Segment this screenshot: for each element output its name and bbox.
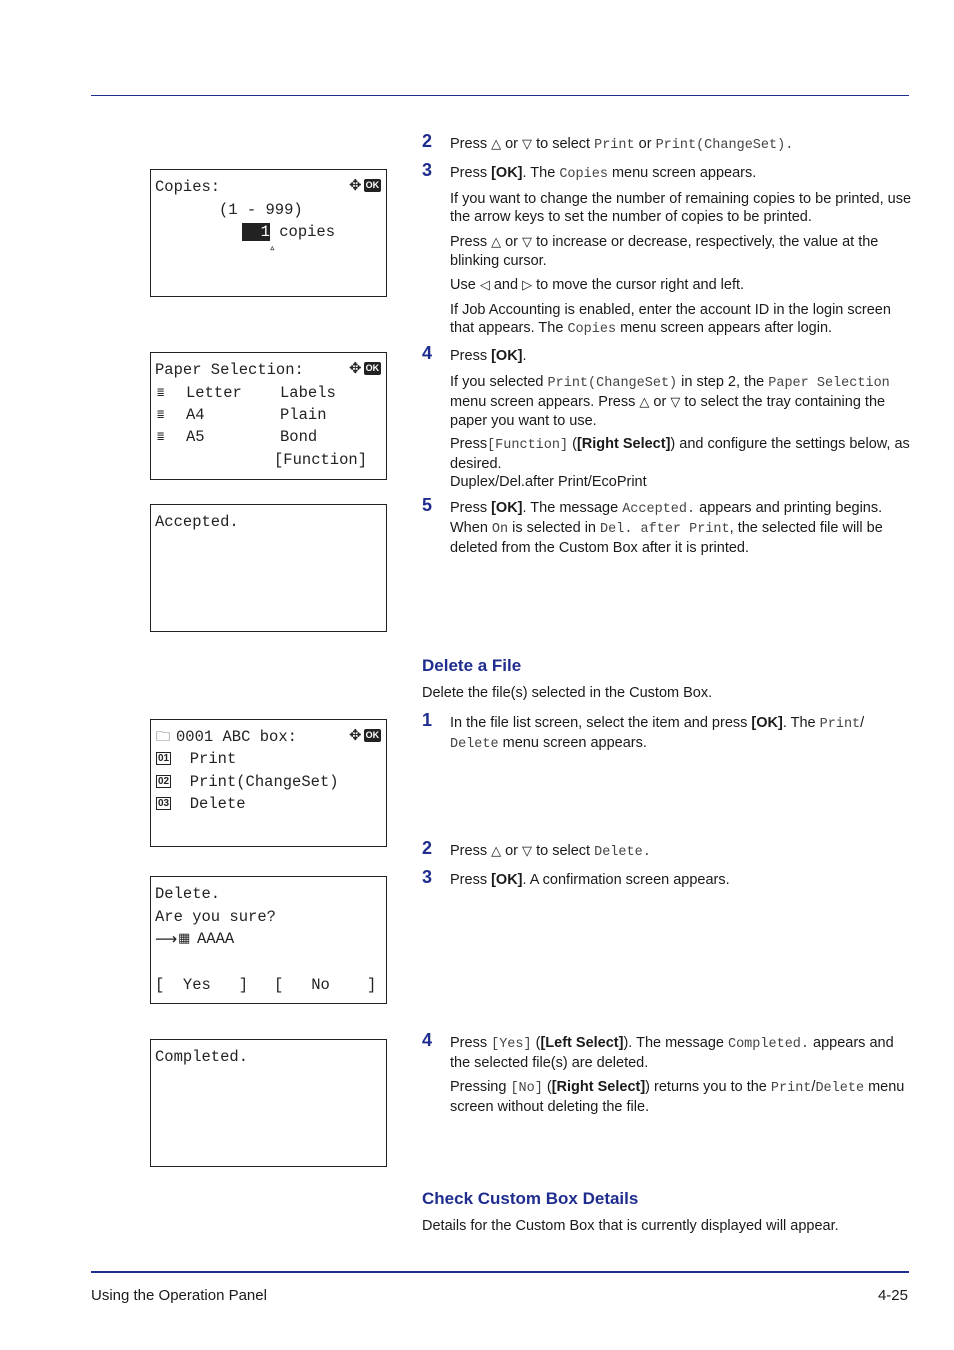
step-number: 3 <box>422 867 433 887</box>
paragraph <box>450 519 912 557</box>
t: . The <box>782 715 820 731</box>
t: or <box>501 843 523 859</box>
paragraph <box>450 276 912 295</box>
t: ) and configure the settings below, as desired. <box>450 436 910 472</box>
step-1 <box>422 710 910 754</box>
mono-term: Print <box>819 717 861 732</box>
t: Press <box>450 234 492 250</box>
t: If you selected <box>450 374 548 390</box>
ok-badge: OK <box>365 180 380 190</box>
t: Press <box>450 843 492 859</box>
t: . <box>522 348 527 364</box>
down-triangle-icon: ▽ <box>522 844 533 859</box>
up-triangle-icon: △ <box>491 235 502 250</box>
tray-2-icon: ≣ <box>157 430 165 444</box>
mono-term: Print <box>770 1081 812 1096</box>
mono-term: Print <box>594 138 635 153</box>
lcd-row-right: Bond <box>280 428 318 446</box>
lcd-line: (1 - 999) <box>219 201 303 219</box>
mono-term: Delete. <box>594 845 651 860</box>
step-number: 2 <box>422 838 433 858</box>
mono-term: Completed. <box>727 1037 809 1052</box>
bold-term: [Right Select] <box>551 1079 646 1095</box>
ok-nav-icon <box>349 178 381 193</box>
header-rule <box>91 95 909 96</box>
bold-term: [OK] <box>751 715 783 731</box>
lcd-function: [Function] <box>274 451 368 469</box>
t: menu screen appears. Press <box>450 394 640 410</box>
arrows-icon: ✥ <box>349 726 362 744</box>
paragraph <box>450 435 912 491</box>
t: Duplex/Del.after Print/EcoPrint <box>450 474 647 490</box>
step-text <box>450 714 910 754</box>
step-text <box>450 347 910 365</box>
t: In the file list screen, select the item and press <box>450 715 752 731</box>
left-triangle-icon: ◁ <box>479 278 490 293</box>
lcd-row-right: Plain <box>280 406 327 424</box>
t: / <box>811 1079 816 1095</box>
step-3 <box>422 160 910 184</box>
t: and <box>489 277 523 293</box>
down-triangle-icon: ▽ <box>522 235 533 250</box>
lcd-copies-screen <box>150 169 387 297</box>
mono-term: Paper Selection <box>768 376 890 391</box>
down-triangle-icon: ▽ <box>522 137 533 152</box>
file-icon: ▦ <box>178 931 191 946</box>
mono-term: On <box>491 522 509 537</box>
footer-title: Using the Operation Panel <box>91 1287 267 1304</box>
step-text <box>450 135 910 155</box>
paragraph <box>450 373 912 430</box>
tray-1-icon: ≣ <box>157 408 165 422</box>
paragraph <box>450 233 912 270</box>
item-label: Print(ChangeSet) <box>189 773 339 791</box>
item-label: Print <box>189 750 237 768</box>
lcd-box-screen <box>150 719 387 847</box>
footer-rule <box>91 1271 909 1273</box>
t: ( <box>568 436 577 452</box>
bold-term: [Right Select] <box>576 436 671 452</box>
step-number: 2 <box>422 131 433 151</box>
t: menu screen appears. <box>607 165 757 181</box>
t: ( <box>531 1035 541 1051</box>
t: When <box>450 520 492 536</box>
step-text <box>450 871 910 889</box>
section-intro: Details for the Custom Box that is currently displayed will appear. <box>422 1218 839 1234</box>
lcd-line: Delete. <box>155 885 221 903</box>
mono-term: Copies <box>559 167 608 182</box>
up-triangle-icon: △ <box>491 137 502 152</box>
lcd-accepted-screen <box>150 504 387 632</box>
t: Press <box>450 872 492 888</box>
mono-term: [No] <box>510 1081 543 1096</box>
step-4 <box>422 1030 910 1072</box>
cursor-block: 1 <box>242 223 270 241</box>
t: , the selected file will be deleted from the Custom Box after it is printed. <box>450 520 883 556</box>
paragraph <box>450 1078 912 1116</box>
mono-term: Print(ChangeSet) <box>547 376 678 391</box>
mono-term: Delete <box>450 737 499 752</box>
page-number: 4-25 <box>877 1287 908 1304</box>
t: ) returns you to the <box>645 1079 771 1095</box>
mono-term: Print(ChangeSet). <box>655 138 794 153</box>
t: to increase or decrease, respectively, the value at the blinking cursor. <box>450 234 879 269</box>
t: If Job Accounting is enabled, enter the account ID in the login screen that appears. The <box>450 302 891 336</box>
lcd-line: Accepted. <box>155 513 239 531</box>
bold-term: [Left Select] <box>540 1035 624 1051</box>
step-4 <box>422 343 910 365</box>
number-01-icon: 01 <box>158 753 170 765</box>
t: menu screen appears. <box>498 735 647 751</box>
lcd-no-softkey: [ No ] <box>274 976 377 994</box>
t: menu screen appears after login. <box>616 320 833 336</box>
mono-term: [Yes] <box>491 1037 532 1052</box>
t: to select <box>532 136 595 152</box>
bold-term: [OK] <box>491 872 523 888</box>
t: Press <box>450 1035 492 1051</box>
t: Pressing <box>450 1079 511 1095</box>
step-text <box>450 1034 910 1072</box>
step-5 <box>422 495 910 519</box>
arrows-icon: ✥ <box>349 359 362 377</box>
ok-nav-icon <box>349 361 381 376</box>
ok-badge: OK <box>365 363 380 373</box>
lcd-line: 0001 ABC box: <box>176 728 297 746</box>
down-triangle-icon: ▽ <box>670 395 681 410</box>
t: to move the cursor right and left. <box>532 277 745 293</box>
t: Press <box>450 436 488 452</box>
mono-term: Copies <box>567 322 617 337</box>
step-number: 4 <box>422 343 433 363</box>
t: or <box>634 136 656 152</box>
lcd-row-right: Labels <box>280 384 336 402</box>
step-number: 4 <box>422 1030 433 1050</box>
lcd-yes-softkey: [ Yes ] <box>155 976 249 994</box>
ok-nav-icon <box>349 728 381 743</box>
t: or <box>649 394 671 410</box>
paragraph <box>450 301 912 339</box>
section-heading: Delete a File <box>422 656 522 675</box>
lcd-line: Paper Selection: <box>155 361 304 379</box>
t: or <box>501 234 523 250</box>
lcd-row-left: A4 <box>186 406 205 424</box>
step-2 <box>422 838 910 862</box>
t: / <box>860 715 865 731</box>
lcd-unit: copies <box>279 223 336 241</box>
step-text <box>450 499 910 519</box>
lcd-row-left: Letter <box>186 384 242 402</box>
t: Press <box>450 136 492 152</box>
bold-term: [OK] <box>491 500 523 516</box>
lcd-completed-screen <box>150 1039 387 1167</box>
step-text <box>450 842 910 862</box>
mono-term: Del. after Print <box>600 522 730 537</box>
lcd-item <box>156 795 246 813</box>
ok-badge: OK <box>365 730 380 740</box>
lcd-row-left: A5 <box>186 428 205 446</box>
lcd-line: Completed. <box>155 1048 249 1066</box>
lcd-line: Copies: <box>155 178 221 196</box>
t: Press <box>450 165 492 181</box>
step-2 <box>422 131 910 155</box>
t: in step 2, the <box>677 374 769 390</box>
bold-term: [OK] <box>491 348 523 364</box>
t: to select <box>532 843 595 859</box>
tray-mp-icon: ≣ <box>157 386 165 400</box>
lcd-item <box>156 773 339 791</box>
lcd-paper-screen <box>150 352 387 480</box>
folder-icon: 🗀 <box>156 729 170 745</box>
cursor-mark-icon: ▵ <box>269 243 276 255</box>
mono-term: [Function] <box>487 438 569 453</box>
mono-term: Accepted. <box>622 502 696 517</box>
t: menu screen without deleting the file. <box>450 1079 905 1115</box>
step-number: 1 <box>422 710 433 730</box>
section-intro: Delete the file(s) selected in the Custom Box. <box>422 685 713 701</box>
t: ( <box>542 1079 552 1095</box>
lcd-copies-value <box>242 223 335 241</box>
t: to select the tray containing the paper you want to use. <box>450 394 886 429</box>
lcd-item <box>156 750 236 768</box>
t: ). The message <box>623 1035 728 1051</box>
section-heading: Check Custom Box Details <box>422 1189 639 1208</box>
up-triangle-icon: △ <box>639 395 650 410</box>
t: or <box>501 136 523 152</box>
arrows-icon: ✥ <box>349 176 362 194</box>
t: . The message <box>522 500 623 516</box>
lcd-file-name: AAAA <box>197 930 235 948</box>
t: Press <box>450 500 492 516</box>
t: appears and printing begins. <box>695 500 883 516</box>
step-text <box>450 164 910 184</box>
up-triangle-icon: △ <box>491 844 502 859</box>
mono-term: Delete <box>815 1081 865 1096</box>
t: is selected in <box>508 520 601 536</box>
t: . The <box>522 165 560 181</box>
right-triangle-icon: ▷ <box>522 278 533 293</box>
step-3 <box>422 867 910 889</box>
lcd-delete-screen <box>150 876 387 1004</box>
number-03-icon: 03 <box>158 798 170 810</box>
t: appears and the selected file(s) are deleted. <box>450 1035 894 1071</box>
lcd-line: Are you sure? <box>155 908 276 926</box>
step-number: 5 <box>422 495 433 515</box>
step-number: 3 <box>422 160 433 180</box>
bold-term: [OK] <box>491 165 523 181</box>
t: Press <box>450 348 492 364</box>
paragraph: If you want to change the number of remaining copies to be printed, use the arrow keys to set the number of copies to be printed. <box>450 191 912 225</box>
t: Use <box>450 277 480 293</box>
item-label: Delete <box>189 795 246 813</box>
arrow-right-icon: ⟶ <box>155 930 178 948</box>
number-02-icon: 02 <box>158 776 170 788</box>
t: . A confirmation screen appears. <box>522 872 730 888</box>
